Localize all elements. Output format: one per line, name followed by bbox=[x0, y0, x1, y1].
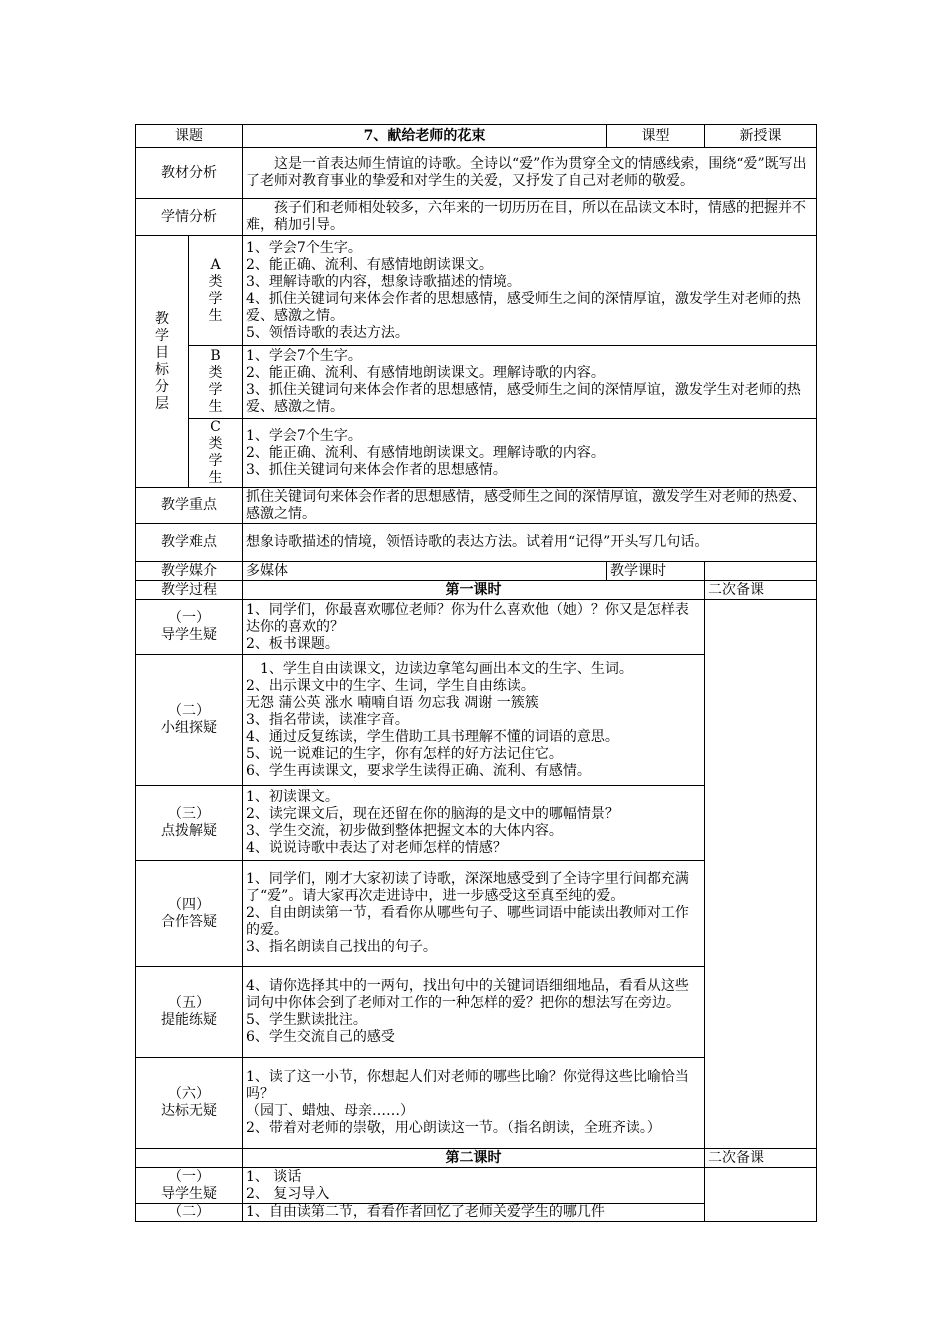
student-analysis-row bbox=[136, 199, 817, 236]
stage-2-num: （二） bbox=[168, 703, 210, 719]
stage-4-label bbox=[136, 861, 243, 967]
stage-3-name: 点拨解疑 bbox=[161, 823, 217, 839]
objectives-label-char: 目 bbox=[155, 344, 169, 361]
content-line: 1、读了这一小节，你想起人们对老师的哪些比喻？你觉得这些比喻恰当吗？ bbox=[246, 1069, 689, 1102]
group-label-char: 学 bbox=[208, 453, 223, 469]
key-point-row bbox=[136, 488, 817, 524]
stage-6-content bbox=[243, 1058, 705, 1149]
content-line: 4、通过反复练读，学生借助工具书理解不懂的词语的意思。 bbox=[246, 728, 619, 745]
group-label-char: 类 bbox=[208, 365, 223, 381]
content-line: 1、学会7个生字。 bbox=[246, 348, 362, 364]
content-line: 3、指名朗读自己找出的句子。 bbox=[246, 939, 437, 955]
content-line: 3、抓住关键词句来体会作者的思想感情，感受师生之间的深情厚谊，激发学生对老师的热爱、感激之情。 bbox=[246, 382, 801, 415]
stage-5-name: 提能练疑 bbox=[161, 1012, 217, 1028]
content-line: 2、能正确、流利、有感情地朗读课文。 bbox=[246, 256, 493, 273]
content-line: 2、能正确、流利、有感情地朗读课文。理解诗歌的内容。 bbox=[246, 365, 605, 381]
objectives-label-char: 学 bbox=[155, 327, 169, 344]
content-line: 3、理解诗歌的内容，想象诗歌描述的情境。 bbox=[246, 273, 521, 290]
stage-3-label bbox=[136, 786, 243, 861]
objective-row-c bbox=[136, 419, 817, 488]
stage-6-label bbox=[136, 1058, 243, 1149]
stage-2-content bbox=[243, 655, 705, 786]
stage-row-1 bbox=[136, 600, 817, 655]
content-line: 1、初读课文。 bbox=[246, 789, 339, 805]
content-line: 2、读完课文后，现在还留在你的脑海的是文中的哪幅情景？ bbox=[246, 806, 619, 822]
content-line: 无怨 蒲公英 涨水 喃喃自语 勿忘我 凋谢 一簇簇 bbox=[246, 694, 539, 711]
session2-stage-2-content bbox=[243, 1204, 705, 1222]
material-analysis-row bbox=[136, 148, 817, 199]
session2-stage-1-num: （一） bbox=[168, 1168, 210, 1185]
content-line: （园丁、蜡烛、母亲……） bbox=[246, 1103, 414, 1119]
group-label-char: 学 bbox=[208, 382, 223, 398]
session1-title: 第一课时 bbox=[243, 581, 705, 600]
content-line: 2、带着对老师的崇敬，用心朗读这一节。（指名朗读，全班齐读。） bbox=[246, 1120, 661, 1136]
content-line: 4、说说诗歌中表达了对老师怎样的情感？ bbox=[246, 840, 507, 856]
backup-label-2: 二次备课 bbox=[705, 1149, 817, 1168]
content-line: 1、学会7个生字。 bbox=[246, 427, 362, 444]
content-line: 1、同学们，你最喜欢哪位老师？你为什么喜欢他（她）？你又是怎样表达你的喜欢的？ bbox=[246, 601, 689, 635]
stage-1-content bbox=[243, 600, 705, 655]
stage-4-content bbox=[243, 861, 705, 967]
group-label-char: B bbox=[210, 348, 221, 364]
backup-label-1: 二次备课 bbox=[705, 581, 817, 600]
process-label: 教学过程 bbox=[136, 581, 243, 600]
content-line: 3、抓住关键词句来体会作者的思想感情。 bbox=[246, 461, 507, 478]
session2-stage-1-name: 导学生疑 bbox=[161, 1185, 217, 1202]
backup-notes-2 bbox=[705, 1168, 817, 1222]
difficulty-text: 想象诗歌描述的情境，领悟诗歌的表达方法。试着用“记得”开头写几句话。 bbox=[243, 524, 817, 562]
objectives-label-char: 教 bbox=[155, 310, 169, 327]
content-line: 4、请你选择其中的一两句，找出句中的关键词语细细地品，看看从这些词句中你体会到了老师对工作的一种怎样的爱？把你的想法写在旁边。 bbox=[246, 978, 689, 1011]
content-line: 2、板书课题。 bbox=[246, 635, 339, 652]
difficulty-row bbox=[136, 524, 817, 562]
stage-1-label bbox=[136, 600, 243, 655]
stage-2-label bbox=[136, 655, 243, 786]
material-analysis-label: 教材分析 bbox=[136, 148, 243, 199]
content-line: 5、领悟诗歌的表达方法。 bbox=[246, 324, 409, 341]
content-line: 5、学生默读批注。 bbox=[246, 1012, 367, 1028]
group-c-label bbox=[189, 419, 243, 488]
media-label: 教学媒介 bbox=[136, 562, 243, 581]
group-b-label bbox=[189, 346, 243, 419]
difficulty-label: 教学难点 bbox=[136, 524, 243, 562]
content-line: 1、 谈话 bbox=[246, 1168, 302, 1185]
stage-1-num: （一） bbox=[168, 610, 210, 626]
material-analysis-text: 这是一首表达师生情谊的诗歌。全诗以“爱”作为贯穿全文的情感线索，围绕“爱”既写出了老师对教育事业的挚爱和对学生的关爱，又抒发了自己对老师的敬爱。 bbox=[243, 148, 817, 199]
group-a-objectives bbox=[243, 236, 817, 346]
stage-3-num: （三） bbox=[168, 806, 210, 822]
content-line: 3、学生交流，初步做到整体把握文本的大体内容。 bbox=[246, 823, 563, 839]
objective-row-b bbox=[136, 346, 817, 419]
stage-5-num: （五） bbox=[168, 995, 210, 1011]
group-label-char: 生 bbox=[208, 470, 223, 486]
content-line: 1、自由读第二节，看看作者回忆了老师关爱学生的哪几件 bbox=[246, 1204, 605, 1220]
content-line: 2、自由朗读第一节，看看你从哪些句子、哪些词语中能读出教师对工作的爱。 bbox=[246, 905, 689, 938]
session2-stage-row-1 bbox=[136, 1168, 817, 1204]
content-line: 2、能正确、流利、有感情地朗读课文。理解诗歌的内容。 bbox=[246, 444, 605, 461]
content-line: 5、说一说难记的生字，你有怎样的好方法记住它。 bbox=[246, 745, 563, 762]
session2-stage-1-label bbox=[136, 1168, 243, 1204]
content-line: 1、学会7个生字。 bbox=[246, 239, 362, 256]
lesson-title: 7、献给老师的花束 bbox=[243, 125, 607, 148]
stage-6-name: 达标无疑 bbox=[161, 1103, 217, 1119]
content-line: 1、学生自由读课文，边读边拿笔勾画出本文的生字、生词。 bbox=[260, 660, 633, 677]
content-line: 2、出示课文中的生字、生词，学生自由练读。 bbox=[246, 677, 535, 694]
stage-4-name: 合作答疑 bbox=[161, 913, 217, 930]
session2-header-row bbox=[136, 1149, 817, 1168]
stage-5-content bbox=[243, 967, 705, 1058]
group-label-char: A bbox=[210, 256, 221, 273]
media-value: 多媒体 bbox=[243, 562, 607, 581]
session2-empty-label bbox=[136, 1149, 243, 1168]
group-label-char: C类 bbox=[208, 419, 223, 452]
process-header-row bbox=[136, 581, 817, 600]
session2-stage-1-content bbox=[243, 1168, 705, 1204]
stage-2-name: 小组探疑 bbox=[161, 720, 217, 736]
group-a-label bbox=[189, 236, 243, 346]
student-analysis-text: 孩子们和老师相处较多，六年来的一切历历在目，所以在品读文本时，情感的把握并不难，稍加引导。 bbox=[243, 199, 817, 236]
content-line: 1、同学们，刚才大家初读了诗歌，深深地感受到了全诗字里行间都充满了“爱”。请大家再次走进诗中，进一步感受这至真至纯的爱。 bbox=[246, 871, 689, 904]
group-label-char: 生 bbox=[208, 399, 223, 415]
objective-row-a bbox=[136, 236, 817, 346]
stage-3-content bbox=[243, 786, 705, 861]
lesson-type-value: 新授课 bbox=[705, 125, 817, 148]
student-analysis-label: 学情分析 bbox=[136, 199, 243, 236]
group-label-char: 生 bbox=[208, 307, 223, 324]
stage-5-label bbox=[136, 967, 243, 1058]
content-line: 6、学生再读课文，要求学生读得正确、流利、有感情。 bbox=[246, 762, 591, 779]
content-line: 2、 复习导入 bbox=[246, 1185, 330, 1202]
key-point-text: 抓住关键词句来体会作者的思想感情，感受师生之间的深情厚谊，激发学生对老师的热爱、感激之情。 bbox=[243, 488, 817, 524]
hours-value bbox=[705, 562, 817, 581]
group-label-char: 类 bbox=[208, 273, 223, 290]
topic-label: 课题 bbox=[136, 125, 243, 148]
objectives-label-char: 层 bbox=[155, 395, 169, 412]
stage-4-num: （四） bbox=[168, 896, 210, 913]
backup-notes-1 bbox=[705, 600, 817, 1149]
stage-1-name: 导学生疑 bbox=[161, 627, 217, 643]
lesson-plan-table bbox=[135, 124, 817, 1222]
stage-6-num: （六） bbox=[168, 1086, 210, 1102]
content-line: 4、抓住关键词句来体会作者的思想感情，感受师生之间的深情厚谊，激发学生对老师的热爱、感激之情。 bbox=[246, 290, 801, 324]
content-line: 3、指名带读，读准字音。 bbox=[246, 711, 409, 728]
key-point-label: 教学重点 bbox=[136, 488, 243, 524]
objectives-label-char: 标 bbox=[155, 361, 169, 378]
session2-stage-2-label bbox=[136, 1204, 243, 1222]
content-line: 6、学生交流自己的感受 bbox=[246, 1029, 395, 1045]
hours-label: 教学课时 bbox=[607, 562, 705, 581]
group-c-objectives bbox=[243, 419, 817, 488]
group-label-char: 学 bbox=[208, 290, 223, 307]
objectives-label-char: 分 bbox=[155, 378, 169, 395]
group-b-objectives bbox=[243, 346, 817, 419]
media-row bbox=[136, 562, 817, 581]
objectives-label bbox=[136, 236, 189, 488]
session2-title: 第二课时 bbox=[243, 1149, 705, 1168]
lesson-type-label: 课型 bbox=[607, 125, 705, 148]
session2-stage-2-num: （二） bbox=[168, 1204, 210, 1220]
header-row bbox=[136, 125, 817, 148]
